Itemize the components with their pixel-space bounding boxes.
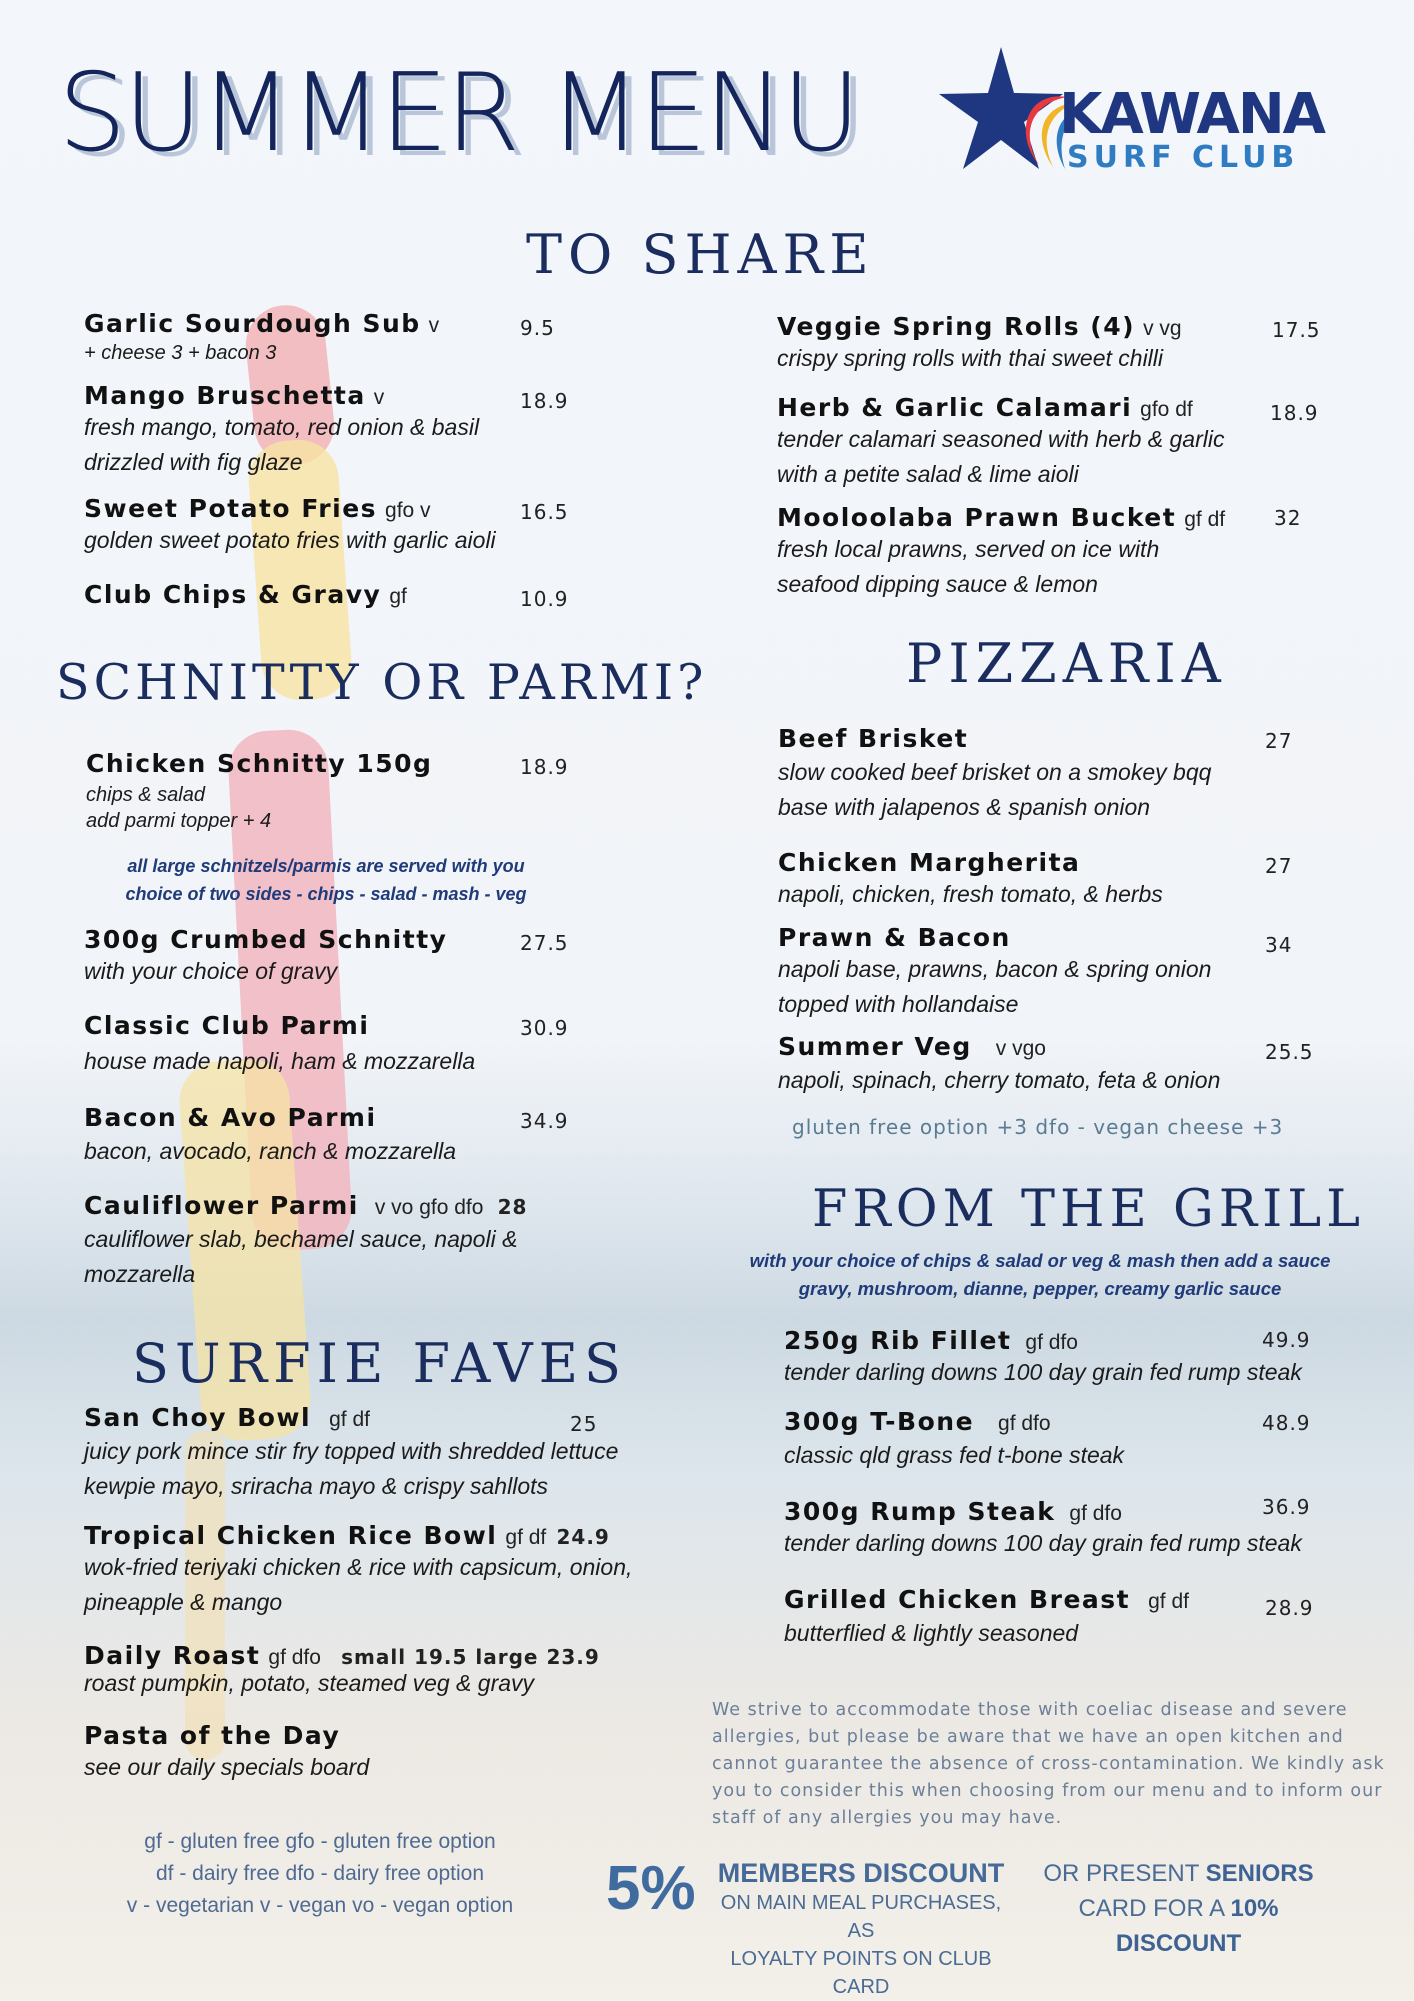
item-name: Chicken Margherita [778, 848, 1081, 877]
legend-line: gf - gluten free gfo - gluten free option [144, 1830, 496, 1853]
members-discount-line: ON MAIN MEAL PURCHASES, AS [720, 1892, 1002, 1942]
seniors-bold: SENIORS [1205, 1860, 1314, 1887]
menu-item [84, 925, 447, 989]
logo-kawana-text: KAWANA [1059, 82, 1325, 147]
menu-item [84, 1191, 527, 1292]
item-name: Beef Brisket [778, 724, 969, 753]
dietary-tags: v [428, 314, 440, 337]
item-description: mozzarella [84, 1261, 196, 1287]
dietary-tags: gf dfo [1069, 1502, 1122, 1525]
item-name: Prawn & Bacon [778, 923, 1011, 952]
item-description: drizzled with fig glaze [84, 449, 303, 475]
menu-item [784, 1407, 1124, 1473]
item-price: 49.9 [1262, 1328, 1311, 1352]
item-price: 34.9 [520, 1109, 569, 1133]
item-name: Club Chips & Gravy gf [84, 580, 407, 609]
item-description: napoli, chicken, fresh tomato, & herbs [778, 881, 1163, 907]
item-price: 18.9 [1270, 401, 1319, 425]
pizza-options: gluten free option +3 dfo - vegan cheese +3 [792, 1115, 1284, 1139]
item-name: 300g Rump Steak gf dfo [784, 1497, 1122, 1526]
item-price: 18.9 [520, 389, 569, 413]
menu-item [84, 1103, 456, 1169]
item-price: 34 [1265, 933, 1293, 957]
item-description: kewpie mayo, sriracha mayo & crispy sahllots [84, 1473, 548, 1499]
item-name: Tropical Chicken Rice Bowl gf df 24.9 [84, 1521, 610, 1550]
menu-item [777, 312, 1182, 376]
seniors-percent: 10% [1230, 1895, 1279, 1922]
item-name: Chicken Schnitty 150g [86, 749, 433, 778]
item-description: juicy pork mince stir fry topped with shredded lettuce [84, 1438, 619, 1464]
item-price: 30.9 [520, 1016, 569, 1040]
item-description: crispy spring rolls with thai sweet chilli [777, 345, 1164, 371]
dietary-tags: gfo v [385, 499, 431, 522]
menu-item [784, 1497, 1302, 1561]
item-description: see our daily specials board [84, 1754, 370, 1780]
menu-item [86, 749, 432, 834]
item-price: 17.5 [1272, 318, 1321, 342]
item-description: pineapple & mango [84, 1589, 283, 1615]
dietary-tags: gf dfo [268, 1646, 321, 1669]
item-price: 48.9 [1262, 1411, 1311, 1435]
item-description: tender calamari seasoned with herb & garlic [777, 426, 1225, 452]
sides-note [86, 852, 566, 908]
item-description: seafood dipping sauce & lemon [777, 571, 1098, 597]
item-description: chips & salad [86, 784, 205, 806]
members-discount-line: LOYALTY POINTS ON CLUB CARD [730, 1948, 992, 1998]
item-price: 18.9 [520, 755, 569, 779]
item-name: 250g Rib Fillet gf dfo [784, 1326, 1078, 1355]
item-description: slow cooked beef brisket on a smokey bqq [778, 759, 1212, 785]
sides-note-line: all large schnitzels/parmis are served with you [127, 856, 525, 876]
seniors-discount [1036, 1856, 1321, 1961]
menu-item [84, 1403, 618, 1504]
legend-line: v - vegetarian v - vegan vo - vegan option [126, 1894, 514, 1917]
item-price: 36.9 [1262, 1495, 1311, 1519]
item-description: cauliflower slab, bechamel sauce, napoli & [84, 1226, 518, 1252]
menu-item [784, 1585, 1189, 1651]
menu-item [777, 393, 1224, 492]
menu-item [84, 1521, 632, 1620]
menu-item [778, 848, 1163, 912]
item-name: 300g Crumbed Schnitty [84, 925, 448, 954]
item-name: Bacon & Avo Parmi [84, 1103, 377, 1132]
menu-item [778, 923, 1211, 1022]
legend-line: df - dairy free dfo - dairy free option [156, 1862, 484, 1885]
item-name: Mooloolaba Prawn Bucket gf df [777, 503, 1226, 532]
item-description: napoli base, prawns, bacon & spring onion [778, 956, 1212, 982]
dietary-legend [100, 1826, 540, 1922]
menu-item [84, 309, 439, 366]
item-name: Mango Bruschetta v [84, 381, 385, 410]
grill-note-line: gravy, mushroom, dianne, pepper, creamy garlic sauce [798, 1278, 1282, 1299]
item-description: classic qld grass fed t-bone steak [784, 1442, 1125, 1468]
item-name: Herb & Garlic Calamari gfo df [777, 393, 1193, 422]
menu-item [84, 381, 479, 480]
item-description: butterflied & lightly seasoned [784, 1620, 1079, 1646]
item-description: tender darling downs 100 day grain fed rump steak [784, 1530, 1302, 1556]
logo-surf-club-text: SURF CLUB [1067, 140, 1300, 175]
dietary-tags: gfo df [1140, 398, 1193, 421]
item-price: small 19.5 large 23.9 [341, 1645, 600, 1669]
menu-item [784, 1326, 1302, 1390]
section-to-share: TO SHARE [526, 223, 875, 286]
item-description: house made napoli, ham & mozzarella [84, 1048, 476, 1074]
item-price: 27.5 [520, 931, 569, 955]
item-price: 9.5 [520, 316, 555, 340]
item-price: 25 [570, 1412, 598, 1436]
item-price: 27 [1265, 729, 1293, 753]
item-description: napoli, spinach, cherry tomato, feta & onion [778, 1067, 1221, 1093]
dietary-tags: v [373, 386, 385, 409]
item-price: 25.5 [1265, 1040, 1314, 1064]
dietary-tags: gf df [505, 1526, 547, 1549]
item-price: 28 [497, 1195, 528, 1219]
dietary-tags: gf dfo [1025, 1331, 1078, 1354]
item-price: 32 [1274, 506, 1302, 530]
members-discount-percent: 5% [606, 1854, 696, 1923]
grill-note-line: with your choice of chips & salad or veg & mash then add a sauce [749, 1250, 1331, 1271]
dietary-tags: gf [389, 585, 407, 608]
kawana-logo [935, 45, 1360, 180]
menu-item [778, 724, 1211, 825]
item-price: 27 [1265, 854, 1293, 878]
seniors-discount-word: DISCOUNT [1115, 1930, 1242, 1957]
item-name: Garlic Sourdough Sub v [84, 309, 440, 338]
menu-item [84, 494, 496, 558]
members-discount-title: MEMBERS DISCOUNT [717, 1858, 1005, 1888]
item-name: Sweet Potato Fries gfo v [84, 494, 431, 523]
item-description: bacon, avocado, ranch & mozzarella [84, 1138, 457, 1164]
item-price: 24.9 [556, 1525, 610, 1549]
item-description: wok-fried teriyaki chicken & rice with capsicum, onion, [84, 1554, 633, 1580]
section-from-the-grill: FROM THE GRILL [812, 1180, 1365, 1239]
members-discount [706, 1857, 1016, 2001]
item-name: Cauliflower Parmi v vo gfo dfo 28 [84, 1191, 528, 1220]
menu-item [84, 1011, 475, 1079]
item-description: fresh local prawns, served on ice with [777, 536, 1160, 562]
item-description: golden sweet potato fries with garlic aioli [84, 527, 496, 553]
dietary-tags: gf df [329, 1408, 370, 1431]
menu-item [84, 1641, 600, 1701]
item-description: fresh mango, tomato, red onion & basil [84, 414, 480, 440]
sides-note-line: choice of two sides - chips - salad - mash - veg [125, 884, 527, 904]
item-price: 16.5 [520, 500, 569, 524]
menu-item [84, 580, 407, 609]
seniors-text: CARD FOR A [1078, 1895, 1231, 1922]
menu-item [778, 1032, 1220, 1098]
item-name: 300g T-Bone gf dfo [784, 1407, 1051, 1436]
item-name: Veggie Spring Rolls (4) v vg [777, 312, 1182, 341]
section-pizzaria: PIZZARIA [906, 632, 1227, 695]
section-surfie-faves: SURFIE FAVES [132, 1332, 628, 1395]
dietary-tags: v vg [1143, 317, 1182, 340]
item-name: Pasta of the Day [84, 1721, 341, 1750]
dietary-tags: v vo gfo dfo [374, 1196, 484, 1219]
grill-note [720, 1247, 1360, 1303]
item-description: + cheese 3 + bacon 3 [84, 342, 277, 364]
item-name: San Choy Bowl gf df [84, 1403, 370, 1432]
menu-item [777, 503, 1225, 602]
item-name: Daily Roast gf dfo small 19.5 large 23.9 [84, 1641, 600, 1670]
item-description: base with jalapenos & spanish onion [778, 794, 1151, 820]
item-name: Classic Club Parmi [84, 1011, 370, 1040]
item-price: 10.9 [520, 587, 569, 611]
item-description: with your choice of gravy [84, 958, 338, 984]
seniors-text: OR PRESENT [1043, 1860, 1206, 1887]
menu-item [84, 1721, 369, 1785]
item-description: topped with hollandaise [778, 991, 1019, 1017]
item-description: add parmi topper + 4 [86, 810, 272, 832]
item-price: 28.9 [1265, 1596, 1314, 1620]
section-schnitty: SCHNITTY OR PARMI? [56, 654, 708, 711]
dietary-tags: gf df [1184, 508, 1226, 531]
dietary-tags: gf df [1148, 1590, 1189, 1613]
item-description: roast pumpkin, potato, steamed veg & gravy [84, 1670, 535, 1696]
allergy-disclaimer: We strive to accommodate those with coeliac disease and severe allergies, but please be aware that we have an open kitchen and cannot guarantee the absence of cross-contamination. We kindly ask you to consider this when choosing from our menu and to inform our staff of any allergies you may have. [712, 1700, 1385, 1828]
item-description: tender darling downs 100 day grain fed rump steak [784, 1359, 1302, 1385]
dietary-tags: gf dfo [998, 1412, 1051, 1435]
dietary-tags: v vgo [995, 1037, 1046, 1060]
item-description: with a petite salad & lime aioli [777, 461, 1079, 487]
item-name: Summer Veg v vgo [778, 1032, 1046, 1061]
menu-title: SUMMER MENU [58, 51, 858, 176]
item-name: Grilled Chicken Breast gf df [784, 1585, 1189, 1614]
